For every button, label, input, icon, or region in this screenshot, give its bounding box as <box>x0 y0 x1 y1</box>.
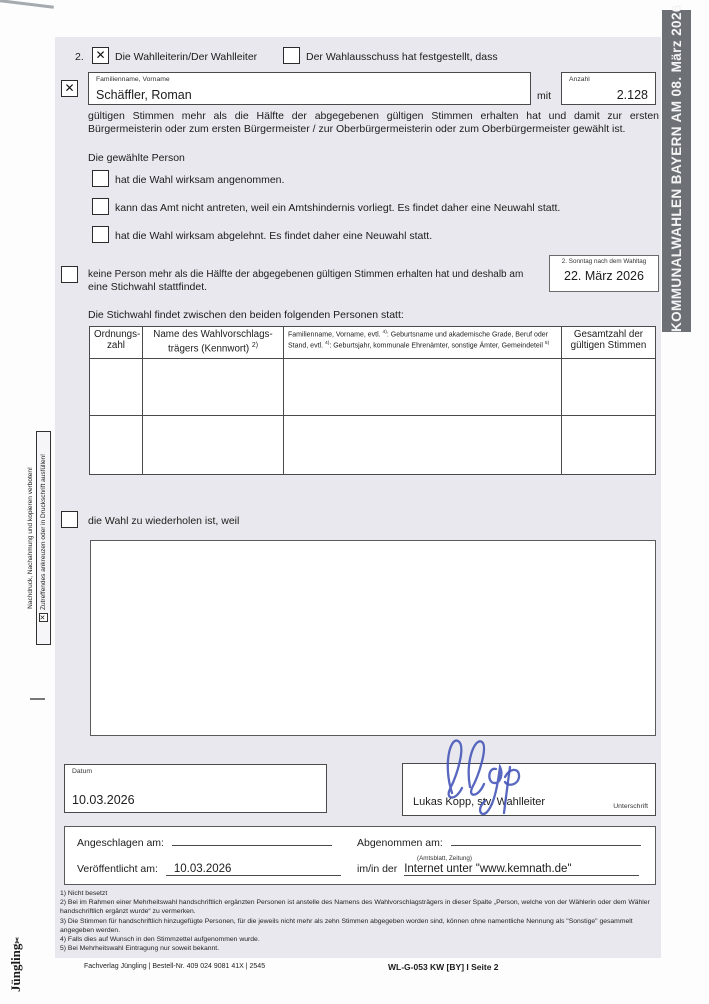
checkbox-wahlleiter[interactable]: ✕ <box>92 47 109 64</box>
footnote-1: 1) Nicht besetzt <box>60 890 108 897</box>
repeat-reason-field[interactable] <box>90 540 656 736</box>
table-cell[interactable] <box>143 416 284 475</box>
published-label: Veröffentlicht am: <box>77 863 158 875</box>
publication-box <box>64 826 656 885</box>
label-wahlausschuss: Der Wahlausschuss hat festgestellt, dass <box>306 51 498 63</box>
medium-row <box>357 863 652 876</box>
fill-instruction-text: Zutreffendes ankreuzen oder in Druckschrift ausfüllen! <box>40 454 47 610</box>
removed-blank[interactable] <box>451 845 641 846</box>
col-header-ordnungszahl: Ordnungs- zahl <box>90 327 143 359</box>
signature-label: Unterschrift <box>613 803 648 810</box>
date-field-label: Datum <box>72 768 93 775</box>
medium-value[interactable]: Internet unter "www.kemnath.de" <box>404 863 639 876</box>
date-field-value: 10.03.2026 <box>72 793 135 807</box>
footer-publisher: Fachverlag Jüngling | Bestell-Nr. 409 024 9081 41X | 2545 <box>84 963 266 970</box>
posted-label: Angeschlagen am: <box>77 837 164 849</box>
checkbox-declined[interactable] <box>92 226 109 243</box>
footnote-3: 3) Die Stimmen für handschriftlich hinzugefügte Personen, für die jeweils nicht mehr als zehn Stimmen abgegeben worden sind, können ohne namentliche Nennung als "Sonstige" gesammelt angegeben werden. <box>60 917 633 934</box>
footnote-5: 5) Bei Mehrheitswahl Eintragung nur soweit bekannt. <box>60 945 220 953</box>
removed-row <box>357 837 647 849</box>
publisher-logo-text: Jüngling✂ <box>8 936 23 992</box>
removed-label: Abgenommen am: <box>357 837 443 849</box>
checkbox-repeat-election[interactable] <box>61 511 78 528</box>
table-cell[interactable] <box>143 359 284 416</box>
footer-form-id: WL-G-053 KW [BY] I Seite 2 <box>388 962 499 972</box>
fill-instruction-checkbox-icon: ✕ <box>40 614 47 621</box>
name-field-value: Schäffler, Roman <box>96 88 192 102</box>
majority-paragraph: gültigen Stimmen mehr als die Hälfte der abgegebenen gültigen Stimmen erhalten hat und damit zur ersten Bürgermeisterin oder zum ersten Bürgermeister / zur Oberbürgermeisterin oder zum Oberbürgermeister gewählt ist. <box>88 110 659 135</box>
checkbox-name-row[interactable]: ✕ <box>61 80 78 97</box>
publisher-logo <box>8 938 28 992</box>
stichwahl-line1: keine Person mehr als die Hälfte der abgegebenen gültigen Stimmen erhalten hat und deshalb am <box>88 269 524 280</box>
checkbox-accepted[interactable] <box>92 170 109 187</box>
medium-prefix: im/in der <box>357 863 398 875</box>
fold-mark <box>30 698 45 700</box>
label-accepted: hat die Wahl wirksam angenommen. <box>115 174 285 186</box>
anzahl-field[interactable] <box>561 72 656 105</box>
copy-prohibition-note <box>25 438 36 638</box>
label-declined: hat die Wahl wirksam abgelehnt. Es findet daher eine Neuwahl statt. <box>115 230 433 242</box>
table-cell[interactable] <box>562 416 656 475</box>
runoff-date-field[interactable] <box>549 255 659 292</box>
scan-artifact <box>0 0 54 8</box>
published-row <box>77 863 352 876</box>
table-cell[interactable] <box>90 359 143 416</box>
copy-prohibition-text: Nachdruck, Nachahmung und kopieren verboten! <box>27 467 34 609</box>
col-header-person-details: Familienname, Vorname, evtl. $^{4)}$: Geburtsname und akademische Grade, Beruf oder Stand, evtl. $^{4)}$: Geburtsjahr, kommunale Ehrenämter, sonstige Ämter, Gemeindeteil $^{5)}$ <box>284 327 562 359</box>
label-hindrance: kann das Amt nicht antreten, weil ein Amtshindernis vorliegt. Es findet daher eine Neuwahl statt. <box>115 202 561 214</box>
fill-instruction-box <box>36 431 51 645</box>
table-cell[interactable] <box>284 359 562 416</box>
checkbox-hindrance[interactable] <box>92 198 109 215</box>
posted-row <box>77 837 352 849</box>
chosen-person-heading: Die gewählte Person <box>88 152 185 164</box>
table-cell[interactable] <box>284 416 562 475</box>
label-mit: mit <box>537 90 551 102</box>
date-field[interactable] <box>64 764 327 813</box>
scissors-icon: ✂ <box>13 936 22 944</box>
election-banner <box>662 4 691 332</box>
label-wahlleiter: Die Wahlleiterin/Der Wahlleiter <box>115 51 258 63</box>
checkbox-stichwahl[interactable] <box>61 266 78 283</box>
checkbox-wahlausschuss[interactable] <box>283 47 300 64</box>
section-number: 2. <box>75 51 84 63</box>
medium-hint: (Amtsblatt, Zeitung) <box>417 855 472 862</box>
label-repeat-election: die Wahl zu wiederholen ist, weil <box>88 515 240 527</box>
footnotes <box>60 889 660 953</box>
runoff-date-value: 22. März 2026 <box>564 269 644 283</box>
col-header-gesamtzahl: Gesamtzahl der gültigen Stimmen <box>562 327 656 359</box>
fill-instruction-note <box>36 431 52 645</box>
election-banner-text: KOMMUNALWAHLEN BAYERN AM 08. März 2026 <box>662 10 691 332</box>
footnote-2: 2) Bei im Rahmen einer Mehrheitswahl handschriftlich ergänzten Personen ist anstelle des Namens des Wahlvorschlagsträgers in dieser Spalte „Person, welche von der Wählerin oder dem Wähler handschriftlich ergänzt wurde“ zu vermerken. <box>60 899 650 916</box>
stichwahl-table <box>89 326 656 475</box>
col-header-wahlvorschlag: Name des Wahlvorschlags- trägers (Kennwort) $^{2)}$ <box>143 327 284 359</box>
anzahl-field-label: Anzahl <box>569 76 590 83</box>
signer-name: Lukas Kopp, stv. Wahlleiter <box>413 796 546 808</box>
stichwahl-line2: eine Stichwahl stattfindet. <box>88 281 208 293</box>
name-field-label: Familienname, Vorname <box>96 76 170 83</box>
table-cell[interactable] <box>562 359 656 416</box>
name-field[interactable] <box>88 72 531 105</box>
posted-blank[interactable] <box>172 845 332 846</box>
footnote-4: 4) Falls dies auf Wunsch in den Stimmzettel aufgenommen wurde. <box>60 936 260 944</box>
table-cell[interactable] <box>90 416 143 475</box>
runoff-date-label: 2. Sonntag nach dem Wahltag <box>561 258 647 265</box>
handwritten-signature <box>428 727 528 817</box>
published-date-value[interactable]: 10.03.2026 <box>166 863 341 876</box>
anzahl-field-value: 2.128 <box>616 88 648 102</box>
stichwahl-table-intro: Die Stichwahl findet zwischen den beiden folgenden Personen statt: <box>88 309 404 321</box>
